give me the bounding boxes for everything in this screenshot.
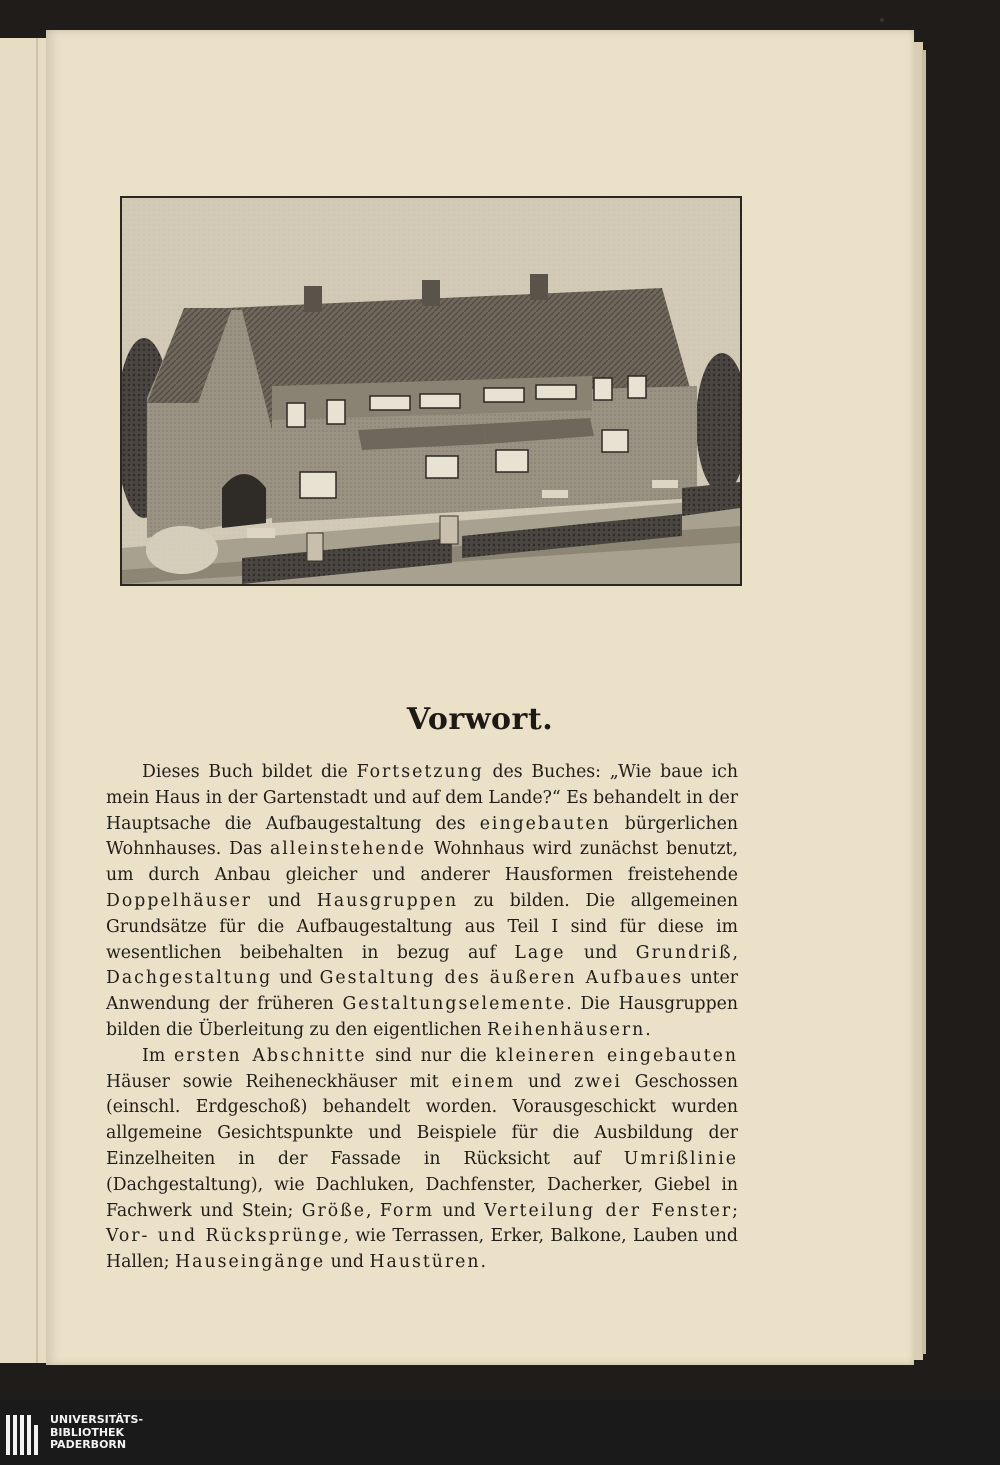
text-run: des Buches: „Wie baue ich mein Haus in der Gartenstadt und auf dem Lande?“ Es behandelt in der Hauptsache die Aufbaugestaltung des (106, 762, 738, 834)
logo-line-2: BIBLIOTHEK (50, 1425, 125, 1439)
library-footer (0, 1400, 1000, 1465)
text-run: , (732, 942, 738, 963)
spaced-emphasis: einem (451, 1071, 516, 1092)
text-run: ; (732, 1200, 738, 1221)
text-run: und (325, 1252, 370, 1273)
text-run: Wohnhaus wird zunächst benutzt, um durch Anbau gleicher und anderer Hausformen freistehende (106, 839, 738, 886)
spaced-emphasis: alleinstehende (269, 839, 427, 860)
spaced-emphasis: Lage (514, 942, 566, 963)
text-run: unter Anwendung der früheren (106, 968, 739, 1015)
spaced-emphasis: Gestaltung des äußeren Aufbaues (319, 968, 684, 989)
preface-text (106, 760, 738, 1276)
text-run: zu bilden. Die allgemeinen Grundsätze für die Aufbaugestaltung aus Teil I sind für diese im wesentlichen beibehalten in bezug auf (106, 890, 739, 963)
spaced-emphasis: eingebauten (479, 813, 611, 834)
library-logo-icon (6, 1415, 40, 1455)
page-speck (880, 18, 884, 22)
text-run: und (565, 942, 636, 963)
spaced-emphasis: ersten Abschnitte (174, 1045, 367, 1066)
logo-line-1: UNIVERSITÄTS- (50, 1413, 144, 1426)
spaced-emphasis: Grundriß (635, 942, 733, 963)
spaced-emphasis: Fortsetzung (356, 762, 484, 782)
left-page-edge (0, 38, 47, 1363)
spaced-emphasis: zwei (574, 1071, 622, 1092)
text-run: bürgerlichen Wohnhauses. Das (106, 813, 738, 860)
text-run: . (645, 1019, 651, 1040)
text-run: (Dachgestaltung), wie Dachluken, Dachfenster, Dacherker, Giebel in Fachwerk und Stein; (106, 1174, 738, 1221)
page-title: Vorwort. (406, 702, 554, 737)
spaced-emphasis: Verteilung der Fenster (484, 1200, 733, 1221)
paragraph-2 (106, 1044, 738, 1276)
text-run: Geschossen (einschl. Erdgeschoß) behandelt worden. Vorausgeschickt wurden allgemeine Gesichtspunkte und Beispiele für die Ausbildung der Einzelheiten in der Fassade in Rücksicht auf (106, 1071, 739, 1169)
text-run: Im (142, 1045, 174, 1066)
spaced-emphasis: Hausgruppen (316, 890, 459, 911)
spaced-emphasis: Größe (301, 1200, 366, 1221)
text-run: sind nur die (366, 1045, 496, 1066)
spaced-emphasis: Doppelhäuser (106, 890, 253, 911)
page-stack-edge-outer (922, 50, 926, 1354)
text-run: Dieses Buch bildet die (142, 762, 357, 782)
text-run: . (480, 1252, 487, 1273)
spaced-emphasis: Vor- und Rücksprünge (106, 1226, 344, 1247)
library-logo-text (50, 1414, 143, 1452)
spaced-emphasis: kleineren eingebauten (495, 1045, 738, 1066)
text-run: und (252, 890, 317, 911)
house-drawing (122, 198, 740, 584)
text-run: und (515, 1071, 575, 1092)
text-run: und (272, 968, 320, 989)
text-run: , wie Terrassen, Erker, Balkone, Lauben und Hallen; (106, 1226, 738, 1273)
spaced-emphasis: Dachgestaltung (106, 968, 273, 989)
spaced-emphasis: Reihenhäusern (486, 1019, 646, 1040)
spaced-emphasis: Form (379, 1200, 434, 1221)
book-page (46, 30, 914, 1365)
spaced-emphasis: Umrißlinie (623, 1148, 738, 1169)
house-illustration (120, 196, 742, 586)
logo-line-3: PADERBORN (50, 1438, 127, 1451)
text-run: , (365, 1200, 380, 1221)
text-run: und (434, 1200, 485, 1221)
paragraph-1 (106, 760, 738, 1044)
text-run: . Die Hausgruppen bilden die Überleitung zu den eigentlichen (106, 994, 738, 1040)
spine-line (36, 38, 38, 1363)
spaced-emphasis: Hauseingänge (175, 1252, 326, 1273)
spaced-emphasis: Haustüren (369, 1252, 481, 1273)
text-run: Häuser sowie Reiheneckhäuser mit (106, 1071, 452, 1092)
spaced-emphasis: Gestaltungselemente (342, 994, 567, 1015)
